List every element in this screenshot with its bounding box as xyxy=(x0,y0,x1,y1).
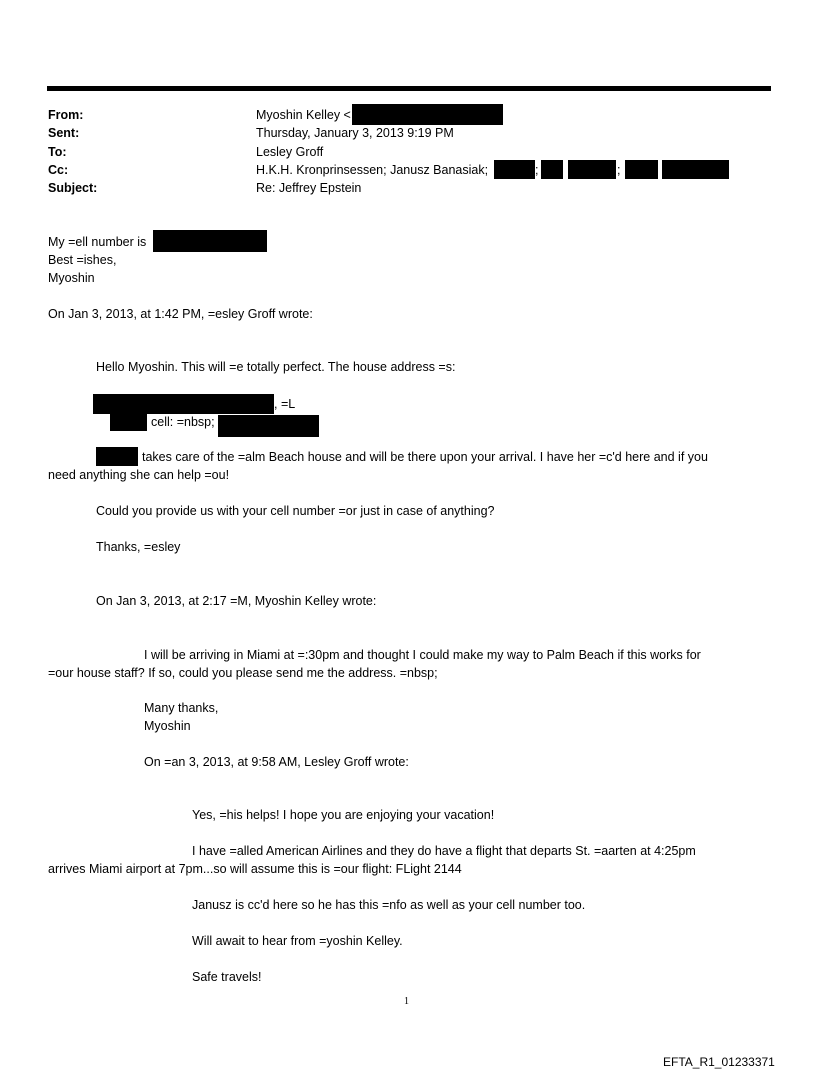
sent-value: Thursday, January 3, 2013 9:19 PM xyxy=(256,126,454,140)
body-line: Hello Myoshin. This will =e totally perfect. The house address =s: xyxy=(96,360,456,374)
body-line: arrives Miami airport at 7pm...so will assume this is =our flight: FLight 2144 xyxy=(48,862,462,876)
body-line: takes care of the =alm Beach house and will be there upon your arrival. I have her =c'd here and if you xyxy=(142,450,708,464)
body-line: I have =alled American Airlines and they do have a flight that departs St. =aarten at 4:25pm xyxy=(192,844,696,858)
from-value: Myoshin Kelley < xyxy=(256,108,351,122)
cc-label: Cc: xyxy=(48,163,69,177)
redaction-cc-3 xyxy=(568,160,616,179)
redaction-email xyxy=(352,104,503,125)
body-line: Myoshin xyxy=(48,271,95,285)
redaction-phone xyxy=(153,230,267,252)
body-line: On Jan 3, 2013, at 1:42 PM, =esley Groff wrote: xyxy=(48,307,313,321)
redaction-cell xyxy=(218,415,319,437)
body-line: =our house staff? If so, could you please send me the address. =nbsp; xyxy=(48,666,438,680)
body-line: need anything she can help =ou! xyxy=(48,468,230,482)
body-line: On =an 3, 2013, at 9:58 AM, Lesley Groff wrote: xyxy=(144,755,409,769)
body-line: My =ell number is xyxy=(48,235,147,249)
body-line: cell: =nbsp; xyxy=(151,415,215,429)
body-line: Could you provide us with your cell number =or just in case of anything? xyxy=(96,504,495,518)
body-line: Yes, =his helps! I hope you are enjoying your vacation! xyxy=(192,808,495,822)
to-value: Lesley Groff xyxy=(256,145,324,159)
body-line: Myoshin xyxy=(144,719,191,733)
body-line: I will be arriving in Miami at =:30pm and thought I could make my way to Palm Beach if this works for xyxy=(144,648,701,662)
to-label: To: xyxy=(48,145,67,159)
body-line: Will await to hear from =yoshin Kelley. xyxy=(192,934,403,948)
sent-label: Sent: xyxy=(48,126,80,140)
redaction-staff xyxy=(96,447,138,466)
redaction-name xyxy=(110,413,147,431)
redaction-cc-1 xyxy=(494,160,535,179)
cc-value: H.K.H. Kronprinsessen; Janusz Banasiak; xyxy=(256,163,489,177)
body-line: , =L xyxy=(274,397,296,411)
subject-label: Subject: xyxy=(48,181,98,195)
body-line: Many thanks, xyxy=(144,701,219,715)
body-line: On Jan 3, 2013, at 2:17 =M, Myoshin Kelley wrote: xyxy=(96,594,377,608)
body-line: Janusz is cc'd here so he has this =nfo as well as your cell number too. xyxy=(192,898,586,912)
body-line: Safe travels! xyxy=(192,970,262,984)
cc-separator: ; xyxy=(535,163,539,177)
from-label: From: xyxy=(48,108,84,122)
body-line: Best =ishes, xyxy=(48,253,117,267)
redaction-cc-5 xyxy=(662,160,729,179)
cc-separator: ; xyxy=(617,163,621,177)
subject-value: Re: Jeffrey Epstein xyxy=(256,181,362,195)
header-rule xyxy=(47,86,771,91)
document-id: EFTA_R1_01233371 xyxy=(663,1055,775,1069)
redaction-address xyxy=(93,394,274,414)
page-number: 1 xyxy=(404,996,409,1007)
redaction-cc-2 xyxy=(541,160,563,179)
body-line: Thanks, =esley xyxy=(96,540,181,554)
redaction-cc-4 xyxy=(625,160,658,179)
